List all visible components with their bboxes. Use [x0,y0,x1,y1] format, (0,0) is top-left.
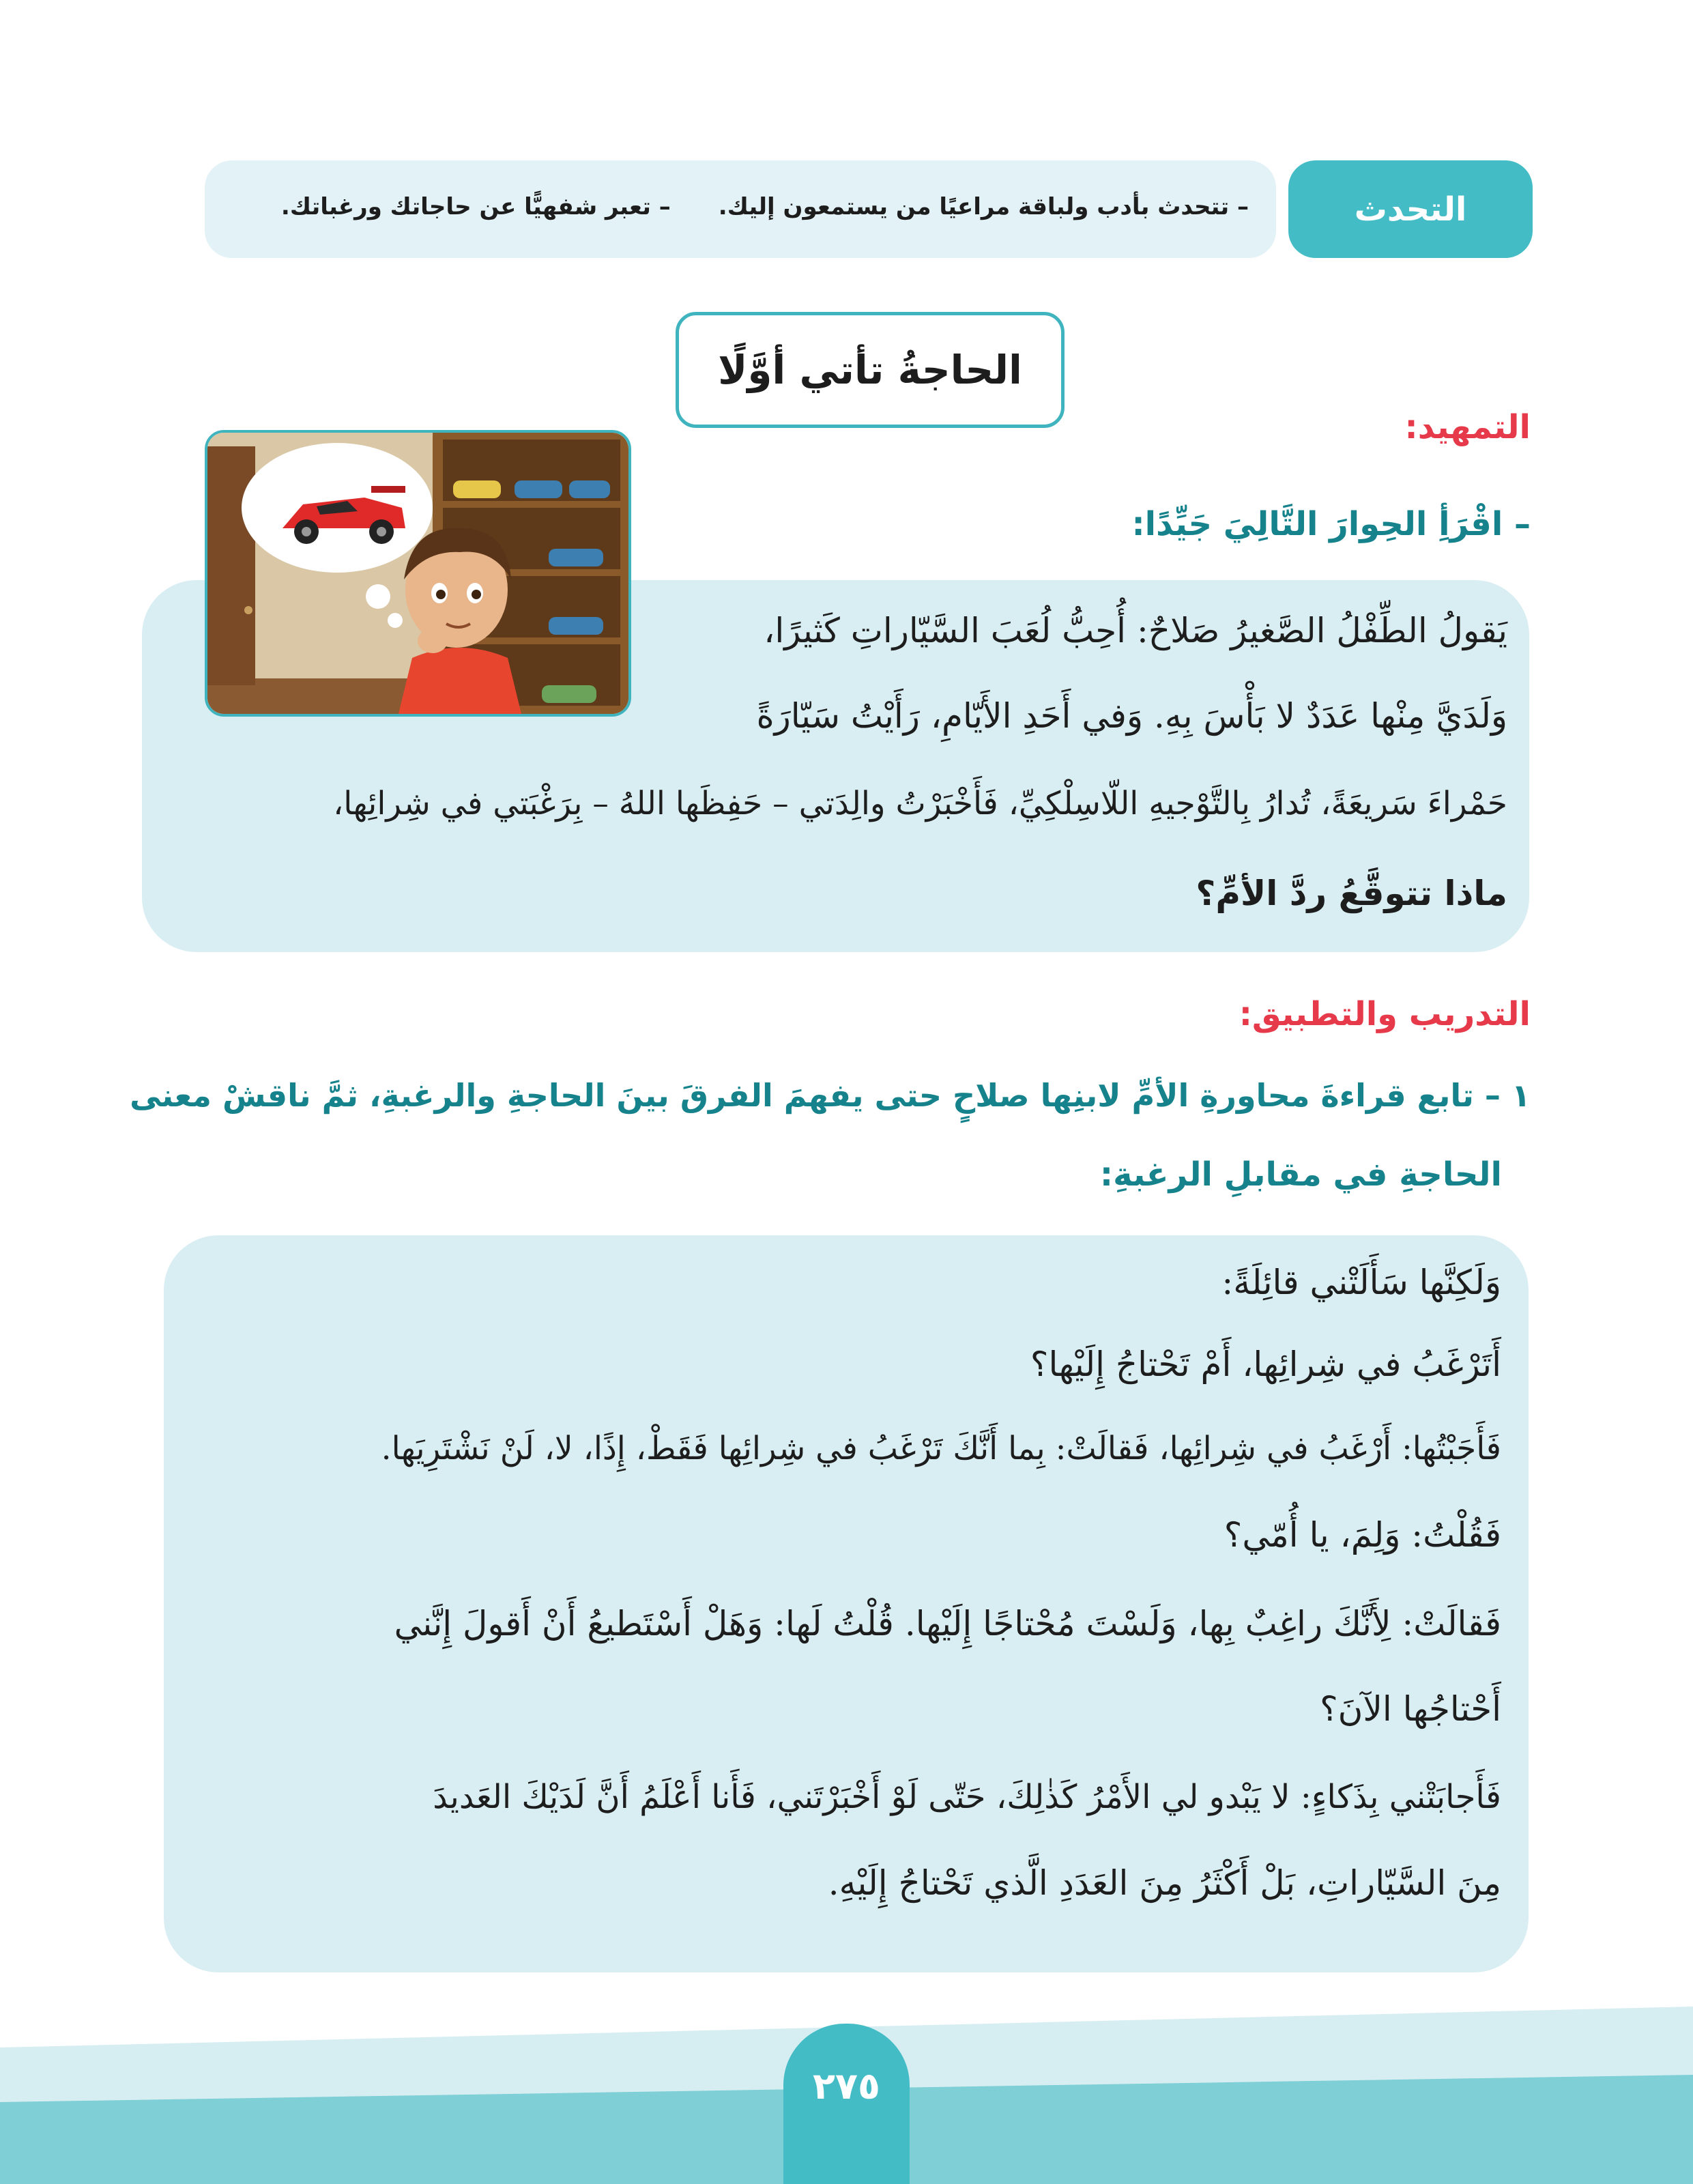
section-tab: التحدث [1288,160,1533,258]
objectives-text [233,193,1249,220]
intro-line-1: يَقولُ الطِّفْلُ الصَّغيرُ صَلاحٌ: أُحِبُّ لُعَبَ السَّيّاراتِ كَثيرًا، [764,611,1507,650]
intro-line-2: وَلَدَيَّ مِنْها عَدَدٌ لا بَأْسَ بِهِ. وَفي أَحَدِ الأَيّامِ، رَأَيْتُ سَيّارَةً [756,696,1507,736]
practice-instruction-line-1: ١ – تابع قراءةَ محاورةِ الأمِّ لابنِها صلاحٍ حتى يفهمَ الفرقَ بينَ الحاجةِ والرغبةِ، ثمَّ ناقشْ معنى [130,1077,1531,1114]
intro-question: ماذا تتوقَّعُ ردَّ الأمِّ؟ [1196,874,1507,913]
lesson-title: الحاجةُ تأتي أوَّلًا [676,312,1065,428]
intro-line-3: حَمْراءَ سَريعَةً، تُدارُ بِالتَّوْجيهِ اللّاسِلْكِيِّ، فَأَخْبَرْتُ والِدَتي – حَفِظَها اللهُ – بِرَغْبَتي في شِرائِها، [333,785,1507,822]
practice-dialogue-panel [164,1235,1529,1972]
practice-heading: التدريب والتطبيق: [1239,995,1531,1033]
page-number: ٢٧٥ [783,2024,910,2184]
dialogue-line-5: فَقالَتْ: لِأَنَّكَ راغِبٌ بِها، وَلَسْتَ مُحْتاجًا إِلَيْها. قُلْتُ لَها: وَهَلْ أَسْتَطيعُ أَنْ أَقولَ إِنَّني [394,1604,1501,1643]
dialogue-line-1: وَلَكِنَّها سَأَلَتْني قائِلَةً: [1221,1263,1501,1302]
boy-thinking-illustration [205,430,631,717]
dialogue-line-4: فَقُلْتُ: وَلِمَ، يا أُمّي؟ [1224,1515,1501,1555]
intro-instruction: – اقْرَأِ الحِوارَ التَّالِيَ جَيِّدًا: [1131,505,1531,543]
dialogue-line-8: مِنَ السَّيّاراتِ، بَلْ أَكْثَرُ مِنَ العَدَدِ الَّذي تَحْتاجُ إِلَيْهِ. [828,1863,1501,1903]
dialogue-line-6: أَحْتاجُها الآنَ؟ [1320,1689,1501,1729]
dialogue-line-2: أَتَرْغَبُ في شِرائِها، أَمْ تَحْتاجُ إِلَيْها؟ [1030,1345,1501,1384]
objective-2: – تعبر شفهيًّا عن حاجاتك ورغباتك. [280,193,671,220]
dialogue-line-3: فَأَجَبْتُها: أَرْغَبُ في شِرائِها، فَقالَتْ: بِما أَنَّكَ تَرْغَبُ في شِرائِها فَقَطْ، إِذًا، لا، لَنْ نَشْتَرِيَها. [381,1430,1501,1467]
practice-instruction-line-2: الحاجةِ في مقابلِ الرغبةِ: [1099,1155,1502,1194]
objectives-bar [205,160,1276,258]
objective-1: – تتحدث بأدب ولباقة مراعيًا من يستمعون إليك. [718,193,1249,220]
door-shape [207,446,255,685]
dialogue-line-7: فَأَجابَتْني بِذَكاءٍ: لا يَبْدو لي الأَمْرُ كَذٰلِكَ، حَتّى لَوْ أَخْبَرْتَني، فَأَنا أَعْلَمُ أَنَّ لَدَيْكَ العَديدَ [433,1778,1501,1816]
intro-heading: التمهيد: [1404,408,1531,446]
